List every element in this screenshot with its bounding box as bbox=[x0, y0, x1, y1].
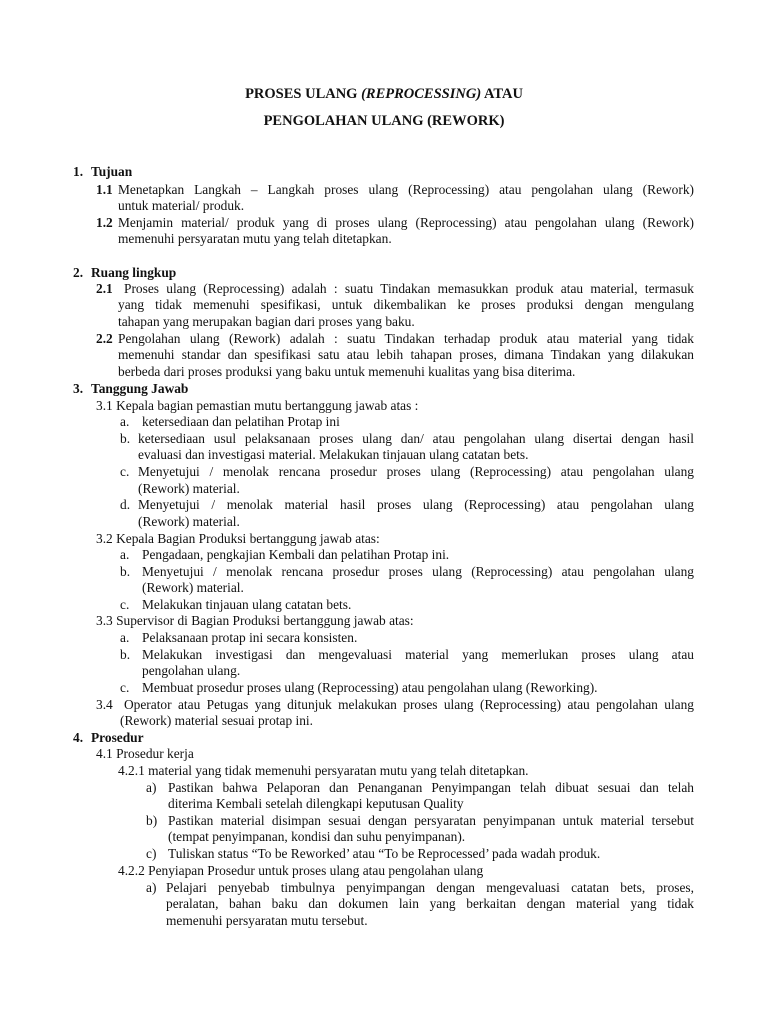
section-2-heading: Ruang lingkup bbox=[91, 265, 177, 280]
item-1-1-line-2: untuk material/ produk. bbox=[118, 198, 245, 213]
item-3-2-c-text: Melakukan tinjauan ulang catatan bets. bbox=[142, 597, 352, 612]
item-4-2-1-heading: 4.2.1 material yang tidak memenuhi persyaratan mutu yang telah ditetapkan. bbox=[118, 763, 529, 778]
item-3-1-d-marker: d. bbox=[120, 497, 131, 512]
item-4-2-1-b-line-1: Pastikan material disimpan sesuai dengan persyaratan penyimpanan untuk material tersebut bbox=[168, 813, 694, 828]
item-3-3-b-line-2: pengolahan ulang. bbox=[142, 663, 241, 678]
item-3-4-line-1: Operator atau Petugas yang ditunjuk melakukan proses ulang (Reprocessing) atau pengolahan ulang bbox=[124, 697, 694, 712]
item-3-3-a-marker: a. bbox=[120, 630, 130, 645]
item-3-3-heading: 3.3 Supervisor di Bagian Produksi bertanggung jawab atas: bbox=[96, 613, 414, 628]
item-4-2-2-heading: 4.2.2 Penyiapan Prosedur untuk proses ulang atau pengolahan ulang bbox=[118, 863, 484, 878]
item-4-2-2-a-line-1: Pelajari penyebab timbulnya penyimpangan dengan mengevaluasi catatan bets, proses, bbox=[166, 880, 694, 895]
item-3-1-b-line-1: ketersediaan usul pelaksanaan proses ulang dan/ atau pengolahan ulang disertai dengan hasil bbox=[138, 431, 694, 446]
item-3-1-heading: 3.1 Kepala bagian pemastian mutu bertanggung jawab atas : bbox=[96, 398, 419, 413]
item-3-3-c-marker: c. bbox=[120, 680, 130, 695]
item-3-2-heading: 3.2 Kepala Bagian Produksi bertanggung jawab atas: bbox=[96, 531, 380, 546]
item-1-1-line-1: Menetapkan Langkah – Langkah proses ulang (Reprocessing) atau pengolahan ulang (Rework) bbox=[118, 182, 694, 197]
item-3-3-b-line-1: Melakukan investigasi dan mengevaluasi material yang memerlukan proses ulang atau bbox=[142, 647, 694, 662]
item-4-2-1-c-marker: c) bbox=[146, 846, 157, 861]
item-3-1-c-marker: c. bbox=[120, 464, 130, 479]
item-4-2-1-a-line-1: Pastikan bahwa Pelaporan dan Penanganan Penyimpangan telah dibuat sesuai dan telah bbox=[168, 780, 694, 795]
item-2-1-number: 2.1 bbox=[96, 281, 113, 296]
section-1-heading: Tujuan bbox=[91, 164, 133, 179]
item-3-2-a-text: Pengadaan, pengkajian Kembali dan pelatihan Protap ini. bbox=[142, 547, 450, 562]
item-4-2-2-a-line-2: peralatan, bahan baku dan dokumen lain yang berkaitan dengan material yang tidak bbox=[166, 896, 694, 911]
title-text: PROSES ULANG bbox=[245, 86, 362, 102]
title-text: ATAU bbox=[481, 86, 523, 102]
section-3-heading: Tanggung Jawab bbox=[91, 381, 189, 396]
section-4-heading: Prosedur bbox=[91, 730, 144, 745]
item-4-2-2-a-marker: a) bbox=[146, 880, 157, 895]
item-3-2-b-line-2: (Rework) material. bbox=[142, 580, 244, 595]
section-3-number: 3. bbox=[73, 381, 84, 396]
item-1-1-number: 1.1 bbox=[96, 182, 113, 197]
item-2-1-line-2: yang tidak memenuhi spesifikasi, untuk dikembalikan ke proses produksi dengan mengulang bbox=[118, 297, 694, 312]
document-title-line-2: PENGOLAHAN ULANG (REWORK) bbox=[263, 113, 505, 129]
item-4-2-1-b-marker: b) bbox=[146, 813, 158, 828]
item-1-2-number: 1.2 bbox=[96, 215, 113, 230]
item-3-1-d-line-2: (Rework) material. bbox=[138, 514, 240, 529]
item-2-2-line-1: Pengolahan ulang (Rework) adalah : suatu Tindakan terhadap produk atau material yang tidak bbox=[118, 331, 694, 346]
item-3-1-d-line-1: Menyetujui / menolak material hasil proses ulang (Reprocessing) atau pengolahan ulang bbox=[138, 497, 694, 512]
item-3-2-a-marker: a. bbox=[120, 547, 130, 562]
item-3-4-number: 3.4 bbox=[96, 697, 113, 712]
section-4-number: 4. bbox=[73, 730, 84, 745]
item-4-2-1-b-line-2: (tempat penyimpanan, kondisi dan suhu penyimpanan). bbox=[168, 829, 466, 844]
item-3-1-c-line-1: Menyetujui / menolak rencana prosedur proses ulang (Reprocessing) atau pengolahan ulang bbox=[138, 464, 694, 479]
item-4-2-1-c-text: Tuliskan status “To be Reworked’ atau “To be Reprocessed’ pada wadah produk. bbox=[168, 846, 601, 861]
document-title-line-1 bbox=[0, 86, 768, 103]
item-2-1-line-3: tahapan yang merupakan bagian dari proses yang baku. bbox=[118, 314, 415, 329]
item-3-2-b-line-1: Menyetujui / menolak rencana prosedur proses ulang (Reprocessing) atau pengolahan ulang bbox=[142, 564, 694, 579]
section-2-number: 2. bbox=[73, 265, 84, 280]
item-2-2-line-2: memenuhi standar dan spesifikasi satu atau lebih tahapan proses, dimana Tindakan yang dilakukan bbox=[118, 347, 694, 362]
item-2-2-line-3: berbeda dari proses produksi yang baku untuk memenuhi kualitas yang bisa diterima. bbox=[118, 364, 576, 379]
item-3-3-b-marker: b. bbox=[120, 647, 131, 662]
item-3-3-c-text: Membuat prosedur proses ulang (Reprocessing) atau pengolahan ulang (Reworking). bbox=[142, 680, 598, 695]
item-4-2-2-a-line-3: memenuhi persyaratan mutu tersebut. bbox=[166, 913, 368, 928]
item-3-1-b-marker: b. bbox=[120, 431, 131, 446]
item-2-1-line-1: Proses ulang (Reprocessing) adalah : suatu Tindakan memasukkan produk atau material, termasuk bbox=[124, 281, 694, 296]
item-3-2-b-marker: b. bbox=[120, 564, 131, 579]
item-1-2-line-2: memenuhi persyaratan mutu yang telah ditetapkan. bbox=[118, 231, 392, 246]
section-1-number: 1. bbox=[73, 164, 84, 179]
item-4-1-heading: 4.1 Prosedur kerja bbox=[96, 746, 194, 761]
item-3-1-b-line-2: evaluasi dan investigasi material. Melakukan tinjauan ulang catatan bets. bbox=[138, 447, 529, 462]
item-1-2-line-1: Menjamin material/ produk yang di proses ulang (Reprocessing) atau pengolahan ulang (Rework) bbox=[118, 215, 694, 230]
item-3-3-a-text: Pelaksanaan protap ini secara konsisten. bbox=[142, 630, 358, 645]
item-3-1-a-marker: a. bbox=[120, 414, 130, 429]
item-2-2-number: 2.2 bbox=[96, 331, 113, 346]
item-3-1-c-line-2: (Rework) material. bbox=[138, 481, 240, 496]
item-4-2-1-a-line-2: diterima Kembali setelah dilengkapi keputusan Quality bbox=[168, 796, 464, 811]
item-3-2-c-marker: c. bbox=[120, 597, 130, 612]
item-3-1-a-text: ketersediaan dan pelatihan Protap ini bbox=[142, 414, 340, 429]
item-4-2-1-a-marker: a) bbox=[146, 780, 157, 795]
item-3-4-line-2: (Rework) material sesuai protap ini. bbox=[120, 713, 313, 728]
title-italic-text: (REPROCESSING) bbox=[361, 86, 482, 102]
